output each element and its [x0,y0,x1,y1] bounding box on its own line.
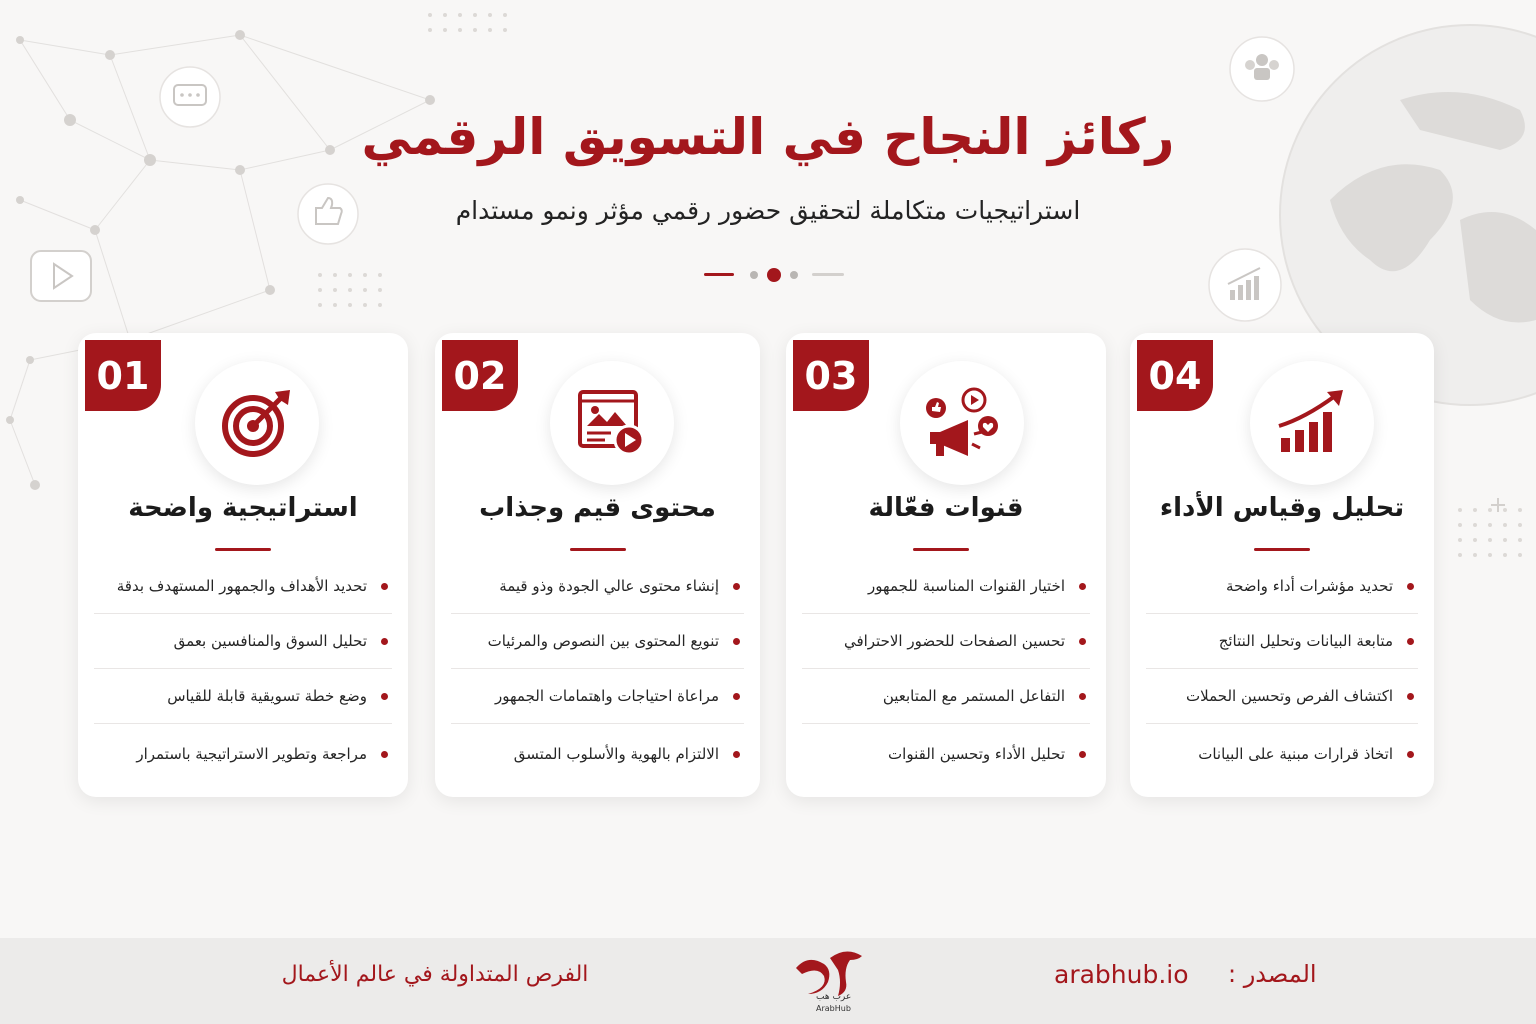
bullet-icon [381,693,388,700]
card-number-badge: 04 [1137,340,1213,411]
bullet-icon [1079,693,1086,700]
megaphone-icon [900,361,1024,485]
card-title: محتوى قيم وجذاب [479,493,716,523]
bullet-icon [381,751,388,758]
bullet-icon [1079,583,1086,590]
card-number-badge: 03 [793,340,869,411]
card-03 [786,333,1106,797]
list-item: تحديد الأهداف والجمهور المستهدف بدقة [94,559,392,614]
card-number-badge: 01 [85,340,161,411]
growth-chart-icon [1250,361,1374,485]
bullet-icon [1407,638,1414,645]
card-title: استراتيجية واضحة [128,493,358,523]
list-item: اتخاذ قرارات مبنية على البيانات [1146,724,1418,784]
list-item: الالتزام بالهوية والأسلوب المتسق [451,724,744,784]
card-title-underline [570,548,626,551]
bullet-icon [733,693,740,700]
footer [0,938,1536,1024]
card-02 [435,333,760,797]
bullet-icon [733,583,740,590]
bullet-icon [381,638,388,645]
bullet-icon [381,583,388,590]
media-content-icon [550,361,674,485]
list-item: تحديد مؤشرات أداء واضحة [1146,559,1418,614]
list-item: اكتشاف الفرص وتحسين الحملات [1146,669,1418,724]
page-subtitle: استراتيجيات متكاملة لتحقيق حضور رقمي مؤثر ونمو مستدام [455,196,1081,225]
card-title-underline [215,548,271,551]
bullet-icon [1407,583,1414,590]
source-label: المصدر : [1228,960,1317,988]
card-title: تحليل وقياس الأداء [1159,493,1405,523]
list-item: تحليل الأداء وتحسين القنوات [802,724,1090,784]
card-04 [1130,333,1434,797]
list-item: وضع خطة تسويقية قابلة للقياس [94,669,392,724]
list-item: التفاعل المستمر مع المتابعين [802,669,1090,724]
card-items [1146,559,1418,784]
card-title-underline [913,548,969,551]
logo-text-en: ArabHub [816,1004,851,1013]
list-item: تحليل السوق والمنافسين بعمق [94,614,392,669]
list-item: مراجعة وتطوير الاستراتيجية باستمرار [94,724,392,784]
bullet-icon [733,751,740,758]
card-title: قنوات فعّالة [868,493,1024,523]
header-divider [704,265,844,285]
list-item: مراعاة احتياجات واهتمامات الجمهور [451,669,744,724]
list-item: متابعة البيانات وتحليل النتائج [1146,614,1418,669]
list-item: إنشاء محتوى عالي الجودة وذو قيمة [451,559,744,614]
card-items [94,559,392,784]
footer-tagline: الفرص المتداولة في عالم الأعمال [281,962,589,987]
bullet-icon [1079,638,1086,645]
bullet-icon [1407,693,1414,700]
bullet-icon [733,638,740,645]
logo-text-ar: عرب هب [816,992,852,1002]
list-item: تحسين الصفحات للحضور الاحترافي [802,614,1090,669]
card-01 [78,333,408,797]
card-items [802,559,1090,784]
card-items [451,559,744,784]
card-title-underline [1254,548,1310,551]
bullet-icon [1407,751,1414,758]
list-item: تنويع المحتوى بين النصوص والمرئيات [451,614,744,669]
list-item: اختيار القنوات المناسبة للجمهور [802,559,1090,614]
card-number-badge: 02 [442,340,518,411]
target-icon [195,361,319,485]
page-title: ركائز النجاح في التسويق الرقمي [361,108,1175,166]
source-link[interactable]: arabhub.io [1054,960,1189,989]
bullet-icon [1079,751,1086,758]
